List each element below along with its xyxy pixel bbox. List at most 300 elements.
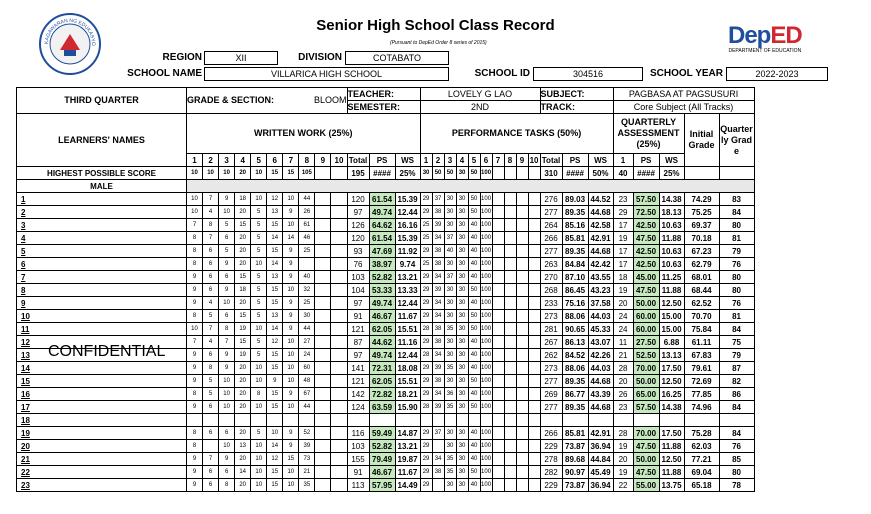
student-row bbox=[17, 362, 755, 375]
quarterly-grade: 84 bbox=[719, 323, 754, 336]
blank-cell bbox=[588, 414, 613, 427]
ww-score bbox=[331, 245, 347, 258]
ww-ps: 62.05 bbox=[369, 323, 395, 336]
pt-score: 30 bbox=[456, 336, 468, 349]
ww-ws: 14.87 bbox=[395, 427, 420, 440]
initial-grade: 62.03 bbox=[684, 440, 719, 453]
pt-score: 100 bbox=[480, 297, 492, 310]
ww-score: 44 bbox=[299, 401, 315, 414]
student-number: 7 bbox=[17, 271, 187, 284]
ww-ws-header: WS bbox=[395, 154, 420, 167]
quarterly-grade: 76 bbox=[719, 297, 754, 310]
pt-score: 29 bbox=[420, 440, 432, 453]
pt-ws: 42.91 bbox=[588, 232, 613, 245]
pt-score: 29 bbox=[420, 284, 432, 297]
student-row bbox=[17, 453, 755, 466]
qa-ps-header: PS bbox=[633, 154, 659, 167]
qa-score: 21 bbox=[613, 349, 633, 362]
ww-score bbox=[203, 440, 219, 453]
ww-score: 6 bbox=[203, 349, 219, 362]
ww-score: 9 bbox=[283, 388, 299, 401]
school-id-field: 304516 bbox=[533, 67, 643, 81]
pt-ws-header: WS bbox=[588, 154, 613, 167]
pt-score: 38 bbox=[432, 336, 444, 349]
ww-score bbox=[331, 219, 347, 232]
ww-score: 5 bbox=[203, 310, 219, 323]
ww-score: 35 bbox=[299, 479, 315, 492]
qa-ps: 57.50 bbox=[633, 193, 659, 206]
pt-ps: 88.06 bbox=[562, 362, 588, 375]
pt-score: 30 bbox=[444, 479, 456, 492]
pt-score: 100 bbox=[480, 336, 492, 349]
pt-score bbox=[504, 440, 516, 453]
qa-ws: 11.88 bbox=[659, 232, 684, 245]
pt-score bbox=[492, 388, 504, 401]
ww-score bbox=[331, 349, 347, 362]
ww-score: 27 bbox=[299, 336, 315, 349]
qa-ps: 57.50 bbox=[633, 401, 659, 414]
pt-score bbox=[516, 401, 528, 414]
pt-total: 273 bbox=[540, 310, 562, 323]
pt-score bbox=[492, 336, 504, 349]
pt-score bbox=[504, 297, 516, 310]
initial-grade: 75.84 bbox=[684, 323, 719, 336]
pt-score: 30 bbox=[456, 193, 468, 206]
ww-score bbox=[315, 232, 331, 245]
ww-score: 8 bbox=[187, 440, 203, 453]
pt-score: 40 bbox=[468, 336, 480, 349]
ww-score: 8 bbox=[187, 310, 203, 323]
initial-grade: 70.18 bbox=[684, 232, 719, 245]
pt-score bbox=[492, 440, 504, 453]
pt-score bbox=[528, 258, 540, 271]
pt-ws: 44.68 bbox=[588, 206, 613, 219]
blank-cell bbox=[540, 414, 562, 427]
seal-text: KAGAWARAN NG EDUKASYO bbox=[43, 17, 97, 46]
pt-score: 50 bbox=[468, 310, 480, 323]
pt-score bbox=[504, 388, 516, 401]
initial-grade: 67.83 bbox=[684, 349, 719, 362]
pt-score: 29 bbox=[420, 453, 432, 466]
qa-score: 28 bbox=[613, 427, 633, 440]
pt-score bbox=[516, 323, 528, 336]
pt-score: 40 bbox=[468, 219, 480, 232]
ww-score: 13 bbox=[235, 440, 251, 453]
info-row-1 bbox=[17, 88, 755, 101]
qa-ws: 10.63 bbox=[659, 258, 684, 271]
qa-ws: 11.88 bbox=[659, 440, 684, 453]
ww-score: 12 bbox=[267, 453, 283, 466]
deped-logo bbox=[728, 22, 802, 54]
pt-col-number: 6 bbox=[480, 154, 492, 167]
ww-ws: 13.21 bbox=[395, 440, 420, 453]
ww-total: 97 bbox=[347, 297, 369, 310]
qa-col-number: 1 bbox=[613, 154, 633, 167]
student-row bbox=[17, 414, 755, 427]
ww-score: 10 bbox=[283, 362, 299, 375]
pt-score bbox=[492, 258, 504, 271]
quarterly-grade: 84 bbox=[719, 206, 754, 219]
blank-cell bbox=[331, 414, 347, 427]
ww-score bbox=[331, 284, 347, 297]
ww-score bbox=[315, 310, 331, 323]
blank-cell bbox=[613, 414, 633, 427]
initial-grade: 69.37 bbox=[684, 219, 719, 232]
qa-ps: 42.50 bbox=[633, 258, 659, 271]
ww-score: 15 bbox=[235, 336, 251, 349]
student-row bbox=[17, 427, 755, 440]
ww-score: 8 bbox=[187, 258, 203, 271]
pt-score: 30 bbox=[456, 245, 468, 258]
ww-total: 141 bbox=[347, 362, 369, 375]
student-number: 8 bbox=[17, 284, 187, 297]
ww-score: 9 bbox=[187, 284, 203, 297]
ww-score: 10 bbox=[283, 349, 299, 362]
initial-grade: 77.85 bbox=[684, 388, 719, 401]
ww-total: 116 bbox=[347, 427, 369, 440]
ww-score: 9 bbox=[219, 349, 235, 362]
pt-score: 100 bbox=[480, 284, 492, 297]
pt-score bbox=[528, 310, 540, 323]
pt-score: 30 bbox=[456, 349, 468, 362]
pt-score bbox=[504, 336, 516, 349]
ww-ps: 46.67 bbox=[369, 310, 395, 323]
pt-ws: 45.33 bbox=[588, 323, 613, 336]
pt-score: 50 bbox=[468, 323, 480, 336]
ww-score: 5 bbox=[219, 219, 235, 232]
ww-score: 15 bbox=[267, 284, 283, 297]
pt-score: 29 bbox=[420, 375, 432, 388]
student-number: 2 bbox=[17, 206, 187, 219]
ww-score bbox=[315, 193, 331, 206]
ww-score: 5 bbox=[251, 284, 267, 297]
ww-ws: 12.44 bbox=[395, 349, 420, 362]
ww-total: 124 bbox=[347, 401, 369, 414]
pt-score bbox=[528, 297, 540, 310]
pt-ps: 89.68 bbox=[562, 453, 588, 466]
ww-score: 44 bbox=[299, 323, 315, 336]
pt-ws: 42.26 bbox=[588, 349, 613, 362]
qa-ps: 60.00 bbox=[633, 310, 659, 323]
ww-score: 32 bbox=[299, 284, 315, 297]
hps-pt-cell bbox=[516, 167, 528, 180]
ww-ws: 15.39 bbox=[395, 193, 420, 206]
ww-score: 5 bbox=[251, 245, 267, 258]
ww-score: 10 bbox=[283, 479, 299, 492]
track-value: Core Subject (All Tracks) bbox=[613, 101, 754, 114]
qa-score: 22 bbox=[613, 479, 633, 492]
ww-score: 15 bbox=[235, 219, 251, 232]
pt-total: 266 bbox=[540, 232, 562, 245]
ww-col-number: 5 bbox=[251, 154, 267, 167]
semester-value: 2ND bbox=[420, 101, 540, 114]
ww-score: 4 bbox=[203, 336, 219, 349]
pt-score: 39 bbox=[432, 219, 444, 232]
ww-ps: 62.05 bbox=[369, 375, 395, 388]
ww-ps: 64.62 bbox=[369, 219, 395, 232]
pt-score: 100 bbox=[480, 388, 492, 401]
blank-cell bbox=[420, 414, 432, 427]
ww-score: 8 bbox=[203, 362, 219, 375]
qa-ws: 16.25 bbox=[659, 388, 684, 401]
initial-grade-header: Initial Grade bbox=[684, 114, 719, 167]
hps-pt-cell: 50 bbox=[468, 167, 480, 180]
ww-score: 10 bbox=[251, 193, 267, 206]
ww-col-number: 9 bbox=[315, 154, 331, 167]
pt-score bbox=[528, 206, 540, 219]
pt-score: 38 bbox=[432, 375, 444, 388]
pt-score: 37 bbox=[444, 232, 456, 245]
pt-score bbox=[528, 232, 540, 245]
pt-score bbox=[492, 271, 504, 284]
pt-score bbox=[516, 349, 528, 362]
hps-ww-cell bbox=[331, 167, 347, 180]
pt-score: 30 bbox=[444, 310, 456, 323]
blank-cell bbox=[456, 414, 468, 427]
school-year-field: 2022-2023 bbox=[726, 67, 828, 81]
pt-col-number: 9 bbox=[516, 154, 528, 167]
pt-score: 30 bbox=[456, 310, 468, 323]
ww-total: 103 bbox=[347, 271, 369, 284]
qa-ws: 13.75 bbox=[659, 479, 684, 492]
class-record-table bbox=[16, 87, 755, 492]
pt-score: 35 bbox=[444, 466, 456, 479]
quarterly-grade: 79 bbox=[719, 245, 754, 258]
student-number: 18 bbox=[17, 414, 187, 427]
ww-col-number: 7 bbox=[283, 154, 299, 167]
ww-ws: 14.49 bbox=[395, 479, 420, 492]
hps-row bbox=[17, 167, 755, 180]
ww-score: 8 bbox=[251, 388, 267, 401]
ww-score: 20 bbox=[235, 427, 251, 440]
pt-score bbox=[492, 245, 504, 258]
initial-grade: 72.69 bbox=[684, 375, 719, 388]
school-name-field: VILLARICA HIGH SCHOOL bbox=[204, 67, 449, 81]
pt-score bbox=[504, 284, 516, 297]
subject-label: SUBJECT: bbox=[540, 88, 613, 101]
pt-score: 29 bbox=[420, 479, 432, 492]
division-field: COTABATO bbox=[345, 51, 449, 65]
hps-pt-cell: 30 bbox=[456, 167, 468, 180]
hps-ww-ws: 25% bbox=[395, 167, 420, 180]
ww-score: 14 bbox=[235, 466, 251, 479]
pt-ws: 45.49 bbox=[588, 466, 613, 479]
pt-score bbox=[516, 310, 528, 323]
ww-ps: 49.74 bbox=[369, 297, 395, 310]
ww-score bbox=[331, 193, 347, 206]
initial-grade: 61.11 bbox=[684, 336, 719, 349]
student-row bbox=[17, 219, 755, 232]
ww-score bbox=[315, 375, 331, 388]
pt-ps: 90.65 bbox=[562, 323, 588, 336]
ww-score: 14 bbox=[267, 440, 283, 453]
ww-score bbox=[315, 284, 331, 297]
qa-ps: 50.00 bbox=[633, 297, 659, 310]
pt-score: 39 bbox=[432, 284, 444, 297]
ww-score: 6 bbox=[219, 271, 235, 284]
qa-score: 20 bbox=[613, 375, 633, 388]
hps-ww-cell: 10 bbox=[187, 167, 203, 180]
hps-pt-cell: 30 bbox=[420, 167, 432, 180]
ww-score: 9 bbox=[283, 440, 299, 453]
ww-score: 6 bbox=[203, 479, 219, 492]
quarterly-assessment-header: QUARTERLY ASSESSMENT (25%) bbox=[613, 114, 684, 154]
ww-total: 76 bbox=[347, 258, 369, 271]
student-row bbox=[17, 323, 755, 336]
ww-score: 8 bbox=[219, 479, 235, 492]
ww-score: 67 bbox=[299, 388, 315, 401]
blank-cell bbox=[528, 414, 540, 427]
ww-score: 15 bbox=[267, 297, 283, 310]
ww-score: 9 bbox=[187, 375, 203, 388]
hps-qg-blank bbox=[719, 167, 754, 180]
ww-col-number: 1 bbox=[187, 154, 203, 167]
confidential-label: CONFIDENTIAL bbox=[48, 343, 166, 360]
pt-score: 100 bbox=[480, 245, 492, 258]
ww-score: 10 bbox=[283, 284, 299, 297]
pt-ps: 90.97 bbox=[562, 466, 588, 479]
student-number: 20 bbox=[17, 440, 187, 453]
ww-ws: 9.74 bbox=[395, 258, 420, 271]
pt-score: 30 bbox=[456, 297, 468, 310]
pt-score: 29 bbox=[420, 336, 432, 349]
ww-score: 10 bbox=[267, 427, 283, 440]
pt-score bbox=[504, 219, 516, 232]
pt-score: 38 bbox=[432, 245, 444, 258]
student-row bbox=[17, 271, 755, 284]
pt-score: 29 bbox=[420, 362, 432, 375]
pt-ps: 89.03 bbox=[562, 193, 588, 206]
blank-cell bbox=[315, 414, 331, 427]
ww-score: 40 bbox=[299, 271, 315, 284]
ww-ws: 11.16 bbox=[395, 336, 420, 349]
quarter-label: THIRD QUARTER bbox=[17, 88, 187, 114]
pt-ws: 43.23 bbox=[588, 284, 613, 297]
pt-ps: 73.87 bbox=[562, 479, 588, 492]
pt-total: 233 bbox=[540, 297, 562, 310]
pt-score: 100 bbox=[480, 375, 492, 388]
pt-score: 28 bbox=[420, 323, 432, 336]
ww-score: 5 bbox=[251, 271, 267, 284]
ww-ws: 12.44 bbox=[395, 206, 420, 219]
ww-total: 142 bbox=[347, 388, 369, 401]
blank-cell bbox=[283, 414, 299, 427]
ww-score: 15 bbox=[267, 245, 283, 258]
ww-score: 6 bbox=[219, 466, 235, 479]
pt-score: 40 bbox=[468, 479, 480, 492]
pt-score: 100 bbox=[480, 232, 492, 245]
ww-score: 44 bbox=[299, 193, 315, 206]
student-row bbox=[17, 284, 755, 297]
qa-ws: 17.50 bbox=[659, 362, 684, 375]
blank-cell bbox=[480, 414, 492, 427]
quarterly-grade: 78 bbox=[719, 479, 754, 492]
pt-score: 100 bbox=[480, 219, 492, 232]
ww-score: 8 bbox=[219, 323, 235, 336]
pt-score: 40 bbox=[468, 440, 480, 453]
ww-score bbox=[331, 401, 347, 414]
ww-score: 20 bbox=[235, 362, 251, 375]
hps-pt-cell: 100 bbox=[480, 167, 492, 180]
ww-score bbox=[315, 440, 331, 453]
pt-score bbox=[432, 440, 444, 453]
ww-score: 9 bbox=[219, 193, 235, 206]
pt-score bbox=[528, 219, 540, 232]
qa-ps: 52.50 bbox=[633, 349, 659, 362]
school-id-label: SCHOOL ID bbox=[474, 68, 530, 79]
subject-value: PAGBASA AT PAGSUSURI bbox=[613, 88, 754, 101]
school-name-label: SCHOOL NAME bbox=[127, 68, 202, 79]
student-number: 6 bbox=[17, 258, 187, 271]
qa-score: 28 bbox=[613, 362, 633, 375]
ww-score: 9 bbox=[187, 466, 203, 479]
ww-score bbox=[315, 297, 331, 310]
ww-score: 14 bbox=[267, 323, 283, 336]
pt-total: 267 bbox=[540, 336, 562, 349]
ww-ps: 61.54 bbox=[369, 232, 395, 245]
ww-score: 9 bbox=[283, 323, 299, 336]
ww-col-number: 3 bbox=[219, 154, 235, 167]
pt-score: 39 bbox=[432, 362, 444, 375]
quarterly-grade: 80 bbox=[719, 466, 754, 479]
pt-score: 36 bbox=[444, 388, 456, 401]
hps-ww-cell: 10 bbox=[219, 167, 235, 180]
pt-ws: 43.55 bbox=[588, 271, 613, 284]
ww-col-number: 10 bbox=[331, 154, 347, 167]
ww-score: 10 bbox=[283, 401, 299, 414]
pt-ps: 85.81 bbox=[562, 427, 588, 440]
ww-score bbox=[315, 323, 331, 336]
qa-ps: 42.50 bbox=[633, 245, 659, 258]
qa-score: 24 bbox=[613, 310, 633, 323]
pt-score: 30 bbox=[444, 375, 456, 388]
ww-score: 5 bbox=[251, 297, 267, 310]
qa-ps: 65.00 bbox=[633, 388, 659, 401]
pt-score: 35 bbox=[444, 453, 456, 466]
quarterly-grade: 85 bbox=[719, 453, 754, 466]
ww-ws: 11.67 bbox=[395, 466, 420, 479]
deped-dept: DEPARTMENT OF EDUCATION bbox=[728, 48, 802, 54]
ww-score bbox=[331, 297, 347, 310]
header-row bbox=[17, 114, 755, 154]
ww-ps: 52.82 bbox=[369, 271, 395, 284]
pt-score bbox=[516, 336, 528, 349]
ww-score: 9 bbox=[187, 453, 203, 466]
pt-score: 100 bbox=[480, 427, 492, 440]
pt-score bbox=[528, 440, 540, 453]
pt-score: 30 bbox=[456, 440, 468, 453]
pt-score bbox=[492, 466, 504, 479]
qa-ps: 70.00 bbox=[633, 362, 659, 375]
qa-score: 19 bbox=[613, 440, 633, 453]
pt-score: 29 bbox=[420, 271, 432, 284]
pt-score: 100 bbox=[480, 349, 492, 362]
qa-score: 23 bbox=[613, 401, 633, 414]
pt-ws: 36.94 bbox=[588, 440, 613, 453]
pt-total: 264 bbox=[540, 219, 562, 232]
ww-score bbox=[315, 219, 331, 232]
ww-score bbox=[331, 232, 347, 245]
blank-cell bbox=[432, 414, 444, 427]
initial-grade: 65.18 bbox=[684, 479, 719, 492]
ww-ps: 49.74 bbox=[369, 349, 395, 362]
ww-score: 5 bbox=[203, 375, 219, 388]
qa-score: 19 bbox=[613, 466, 633, 479]
pt-score bbox=[492, 219, 504, 232]
pt-score: 38 bbox=[432, 466, 444, 479]
ww-score: 20 bbox=[235, 453, 251, 466]
ww-score: 20 bbox=[235, 258, 251, 271]
